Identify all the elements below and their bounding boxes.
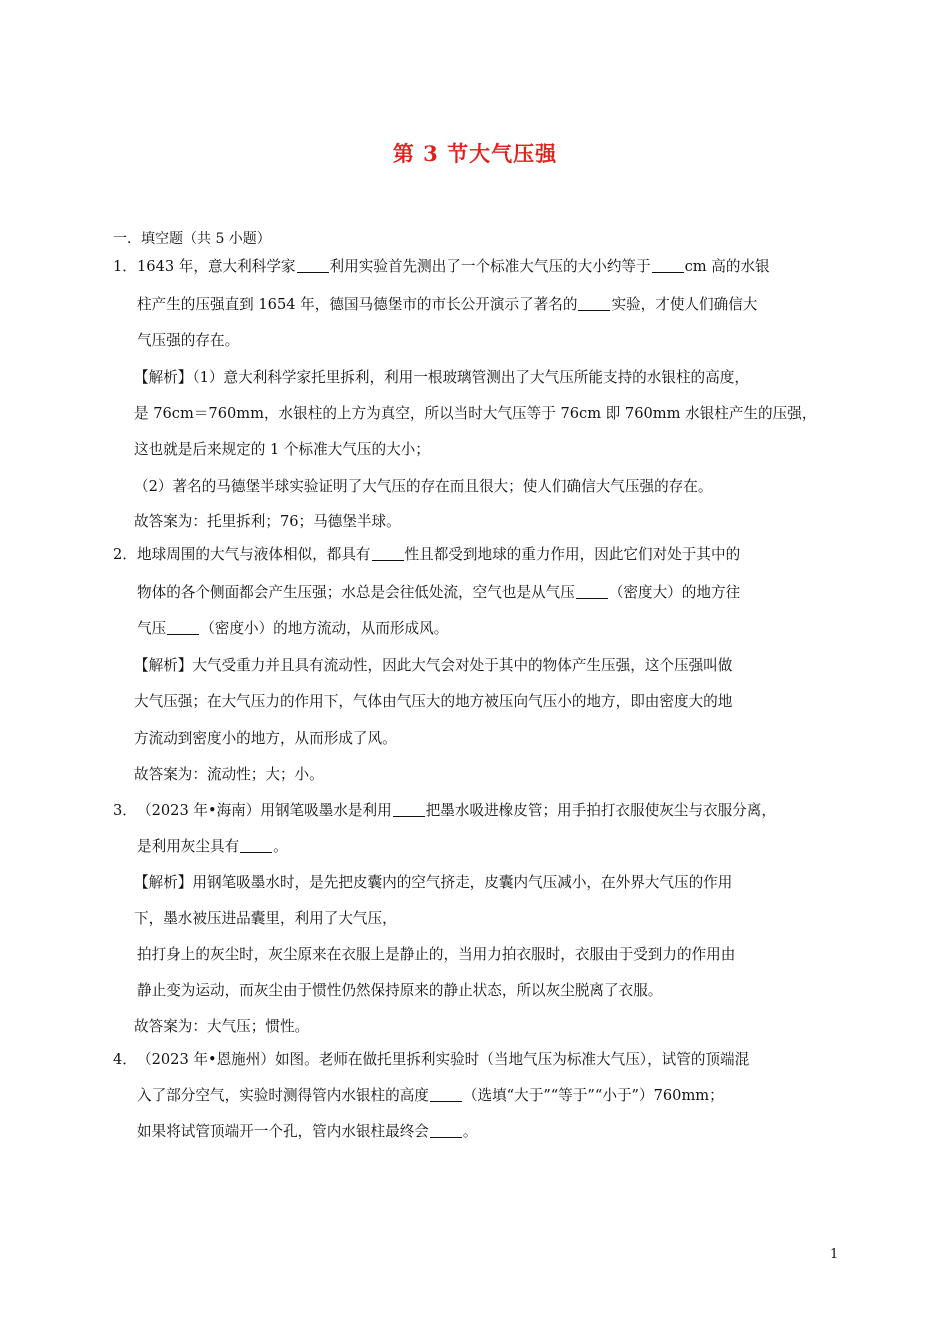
question-line xyxy=(137,1086,724,1106)
question-line xyxy=(113,1050,749,1070)
answer-blank[interactable] xyxy=(297,258,329,273)
question-text: 是利用灰尘具有 xyxy=(137,838,240,855)
answer-line: 故答案为：流动性；大；小。 xyxy=(134,766,324,783)
analysis-line: 这也就是后来规定的 1 个标准大气压的大小； xyxy=(134,441,430,458)
analysis-line: 拍打身上的灰尘时，灰尘原来在衣服上是静止的，当用力拍衣服时，衣服由于受到力的作用由 xyxy=(137,946,736,963)
answer-blank[interactable] xyxy=(167,620,199,635)
answer-blank[interactable] xyxy=(240,838,272,853)
page-title: 第 3 节大气压强 xyxy=(392,141,558,166)
answer-blank[interactable] xyxy=(393,802,425,817)
analysis-line: 是 76cm＝760mm，水银柱的上方为真空，所以当时大气压等于 76cm 即 760mm 水银柱产生的压强， xyxy=(134,405,817,422)
question-text: cm 高的水银 xyxy=(684,258,770,275)
answer-blank[interactable] xyxy=(430,1123,462,1138)
question-text: （2023 年•海南）用钢笔吸墨水是利用 xyxy=(137,802,392,819)
question-text: 如果将试管顶端开一个孔，管内水银柱最终会 xyxy=(137,1123,429,1140)
question-text: （密度小）的地方流动，从而形成风。 xyxy=(200,620,449,637)
question-text: 气压强的存在。 xyxy=(137,332,240,349)
answer-line: 故答案为：大气压；惯性。 xyxy=(134,1018,310,1035)
question-text: 入了部分空气，实验时测得管内水银柱的高度 xyxy=(137,1087,429,1104)
question-line xyxy=(137,295,757,315)
analysis-line: 静止变为运动，而灰尘由于惯性仍然保持原来的静止状态，所以灰尘脱离了衣服。 xyxy=(137,982,663,999)
question-line xyxy=(113,257,770,277)
question-text: 。 xyxy=(462,1123,478,1140)
answer-blank[interactable] xyxy=(576,584,608,599)
question-text: 地球周围的大气与液体相似，都具有 xyxy=(137,546,371,563)
question-line xyxy=(137,619,448,639)
question-line xyxy=(137,331,239,351)
question-text: 利用实验首先测出了一个标准大气压的大小约等于 xyxy=(329,258,651,275)
page-number: 1 xyxy=(830,1247,839,1262)
question-line xyxy=(137,837,288,857)
question-text: （选填“大于”“等于”“小于”）760mm； xyxy=(462,1087,724,1104)
question-number: 1． xyxy=(113,258,137,275)
analysis-line: 【解析】大气受重力并且具有流动性，因此大气会对处于其中的物体产生压强，这个压强叫做 xyxy=(134,657,733,674)
question-text: 把墨水吸进橡皮管；用手拍打衣服使灰尘与衣服分离， xyxy=(425,802,776,819)
answer-blank[interactable] xyxy=(430,1087,462,1102)
analysis-line: 大气压强；在大气压力的作用下，气体由气压大的地方被压向气压小的地方，即由密度大的地 xyxy=(134,693,733,710)
question-text: 物体的各个侧面都会产生压强；水总是会往低处流，空气也是从气压 xyxy=(137,584,575,601)
question-number: 4． xyxy=(113,1051,137,1068)
question-text: 性且都受到地球的重力作用，因此它们对处于其中的 xyxy=(404,546,741,563)
question-line xyxy=(137,1122,478,1142)
question-number: 2． xyxy=(113,546,137,563)
analysis-line: 方流动到密度小的地方，从而形成了风。 xyxy=(134,730,397,747)
question-line xyxy=(113,545,740,565)
question-line xyxy=(137,583,740,603)
answer-line: 故答案为：托里拆利；76；马德堡半球。 xyxy=(134,513,401,530)
analysis-line: 【解析】（1）意大利科学家托里拆利，利用一根玻璃管测出了大气压所能支持的水银柱的高度， xyxy=(134,369,749,386)
question-text: （2023 年•恩施州）如图。老师在做托里拆利实验时（当地气压为标准大气压），试管的顶端混 xyxy=(137,1051,750,1068)
question-line xyxy=(113,801,776,821)
question-text: 气压 xyxy=(137,620,167,637)
question-text: （密度大）的地方往 xyxy=(608,584,741,601)
section-heading: 一．填空题（共 5 小题） xyxy=(113,231,271,247)
analysis-line: 【解析】用钢笔吸墨水时，是先把皮囊内的空气挤走，皮囊内气压减小，在外界大气压的作用 xyxy=(134,874,733,891)
answer-blank[interactable] xyxy=(652,258,684,273)
question-text: 柱产生的压强直到 1654 年，德国马德堡市的市长公开演示了著名的 xyxy=(137,296,578,313)
answer-blank[interactable] xyxy=(372,546,404,561)
analysis-line: 下，墨水被压进品囊里，利用了大气压， xyxy=(134,910,397,927)
answer-blank[interactable] xyxy=(578,296,610,311)
question-number: 3． xyxy=(113,802,137,819)
analysis-line: （2）著名的马德堡半球实验证明了大气压的存在而且很大；使人们确信大气压强的存在。 xyxy=(134,478,713,495)
question-text: 。 xyxy=(273,838,288,855)
question-text: 实验，才使人们确信大 xyxy=(611,296,758,313)
question-text: 1643 年，意大利科学家 xyxy=(137,258,296,275)
